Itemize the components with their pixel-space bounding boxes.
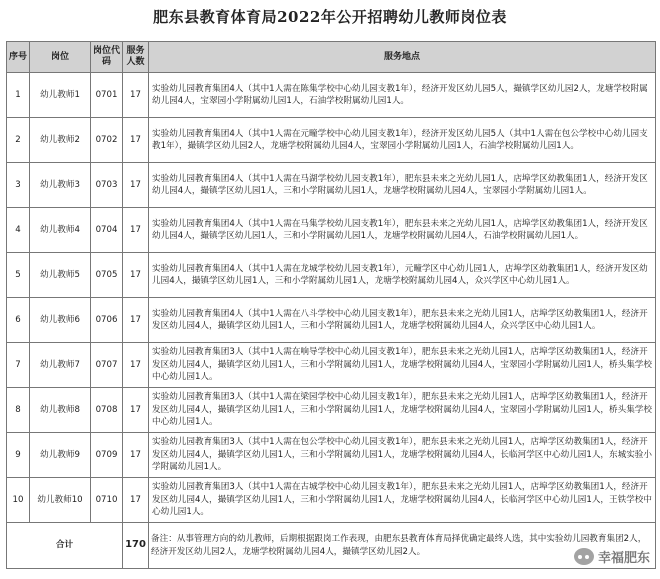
table-row [7, 253, 656, 298]
cell-count: 17 [123, 73, 149, 118]
cell-post: 幼儿教师5 [30, 253, 91, 298]
table-row [7, 118, 656, 163]
cell-location: 实验幼儿园教育集团4人（其中1人需在陈集学校中心幼儿园支教1年），经济开发区幼儿园5人，撮镇学区幼儿园2人，龙塘学校附属幼儿园4人，宝翠园小学附属幼儿园1人，石油学校附属幼儿园1人。 [149, 73, 656, 118]
cell-code: 0708 [91, 388, 123, 433]
cell-code: 0707 [91, 343, 123, 388]
cell-location: 实验幼儿园教育集团3人（其中1人需在包公学校中心幼儿园支教1年），肥东县未来之光幼儿园1人，店埠学区幼教集团1人，经济开发区幼儿园4人，撮镇学区幼儿园1人，三和小学附属幼儿园1人，龙塘学校附属幼儿园4人，长临河学区中心幼儿园1人，东城实验小学附属幼儿园1人。 [149, 433, 656, 478]
table-row [7, 163, 656, 208]
cell-post: 幼儿教师7 [30, 343, 91, 388]
table-row [7, 388, 656, 433]
cell-code: 0710 [91, 478, 123, 523]
cell-count: 17 [123, 253, 149, 298]
cell-count: 17 [123, 208, 149, 253]
table-row [7, 433, 656, 478]
cell-seq: 2 [7, 118, 30, 163]
cell-seq: 6 [7, 298, 30, 343]
cell-count: 17 [123, 388, 149, 433]
cell-post: 幼儿教师9 [30, 433, 91, 478]
cell-location: 实验幼儿园教育集团4人（其中1人需在马集学校幼儿园支教1年），肥东县未来之光幼儿园1人，店埠学区幼教集团1人，经济开发区幼儿园4人，撮镇学区幼儿园1人，三和小学附属幼儿园1人，龙塘学校附属幼儿园4人，石油学校附属幼儿园1人。 [149, 208, 656, 253]
cell-post: 幼儿教师1 [30, 73, 91, 118]
page-title: 肥东县教育体育局2022年公开招聘幼儿教师岗位表 [153, 8, 507, 26]
cell-post: 幼儿教师2 [30, 118, 91, 163]
cell-code: 0701 [91, 73, 123, 118]
cell-location: 实验幼儿园教育集团4人（其中1人需在马湖学校幼儿园支教1年），肥东县未来之光幼儿园1人，店埠学区幼教集团1人，经济开发区幼儿园4人，撮镇学区幼儿园1人，三和小学附属幼儿园1人，龙塘学校附属幼儿园4人，宝翠园小学附属幼儿园1人。 [149, 163, 656, 208]
table-row [7, 298, 656, 343]
cell-count: 17 [123, 478, 149, 523]
table-header-row [7, 42, 656, 73]
cell-seq: 1 [7, 73, 30, 118]
cell-code: 0702 [91, 118, 123, 163]
cell-code: 0703 [91, 163, 123, 208]
remarks-note: 备注：从事管理方向的幼儿教师，后期根据跟岗工作表现，由肥东县教育体育局择优确定最终人选，其中实验幼儿园教育集团2人，经济开发区幼儿园2人，龙塘学校附属幼儿园4人，撮镇学区幼儿园2人。 [149, 523, 656, 569]
cell-count: 17 [123, 298, 149, 343]
cell-post: 幼儿教师3 [30, 163, 91, 208]
cell-code: 0704 [91, 208, 123, 253]
total-count: 170 [123, 523, 149, 569]
cell-post: 幼儿教师6 [30, 298, 91, 343]
table-row [7, 73, 656, 118]
recruitment-table [6, 41, 656, 569]
cell-count: 17 [123, 118, 149, 163]
cell-post: 幼儿教师8 [30, 388, 91, 433]
cell-count: 17 [123, 433, 149, 478]
cell-seq: 3 [7, 163, 30, 208]
cell-seq: 10 [7, 478, 30, 523]
cell-location: 实验幼儿园教育集团4人（其中1人需在元疃学校中心幼儿园支教1年），经济开发区幼儿园5人（其中1人需在包公学校中心幼儿园支教1年），撮镇学区幼儿园2人，龙塘学校附属幼儿园4人，宝翠园小学附属幼儿园1人，石油学校附属幼儿园1人。 [149, 118, 656, 163]
header-location: 服务地点 [149, 42, 656, 73]
cell-seq: 8 [7, 388, 30, 433]
cell-location: 实验幼儿园教育集团4人（其中1人需在八斗学校中心幼儿园支教1年），肥东县未来之光幼儿园1人，店埠学区幼教集团1人，经济开发区幼儿园4人，撮镇学区幼儿园1人，三和小学附属幼儿园1人，龙塘学校附属幼儿园4人，众兴学区中心幼儿园1人。 [149, 298, 656, 343]
cell-location: 实验幼儿园教育集团4人（其中1人需在龙城学校幼儿园支教1年），元疃学区中心幼儿园1人，店埠学区幼教集团1人，经济开发区幼儿园4人，撮镇学区幼儿园1人，三和小学附属幼儿园1人，龙塘学校附属幼儿园4人，众兴学区中心幼儿园1人。 [149, 253, 656, 298]
total-label: 合计 [7, 523, 123, 569]
cell-seq: 7 [7, 343, 30, 388]
header-seq: 序号 [7, 42, 30, 73]
cell-location: 实验幼儿园教育集团3人（其中1人需在响导学校中心幼儿园支教1年），肥东县未来之光幼儿园1人，店埠学区幼教集团1人，经济开发区幼儿园4人，撮镇学区幼儿园1人，三和小学附属幼儿园1人，龙塘学校附属幼儿园4人，宝翠园小学附属幼儿园1人，桥头集学校中心幼儿园1人。 [149, 343, 656, 388]
wechat-icon [574, 548, 594, 565]
table-row [7, 208, 656, 253]
watermark [574, 547, 650, 566]
cell-location: 实验幼儿园教育集团3人（其中1人需在梁园学校中心幼儿园支教1年），肥东县未来之光幼儿园1人，店埠学区幼教集团1人，经济开发区幼儿园4人，撮镇学区幼儿园1人，三和小学附属幼儿园1人，龙塘学校附属幼儿园4人，宝翠园小学附属幼儿园1人，桥头集学校中心幼儿园1人。 [149, 388, 656, 433]
header-code: 岗位代码 [91, 42, 123, 73]
cell-count: 17 [123, 163, 149, 208]
cell-location: 实验幼儿园教育集团3人（其中1人需在古城学校中心幼儿园支教1年），肥东县未来之光幼儿园1人，店埠学区幼教集团1人，经济开发区幼儿园4人，撮镇学区幼儿园1人，三和小学附属幼儿园1人，龙塘学校附属幼儿园4人，长临河学区中心幼儿园1人，王铁学校中心幼儿园1人。 [149, 478, 656, 523]
cell-seq: 4 [7, 208, 30, 253]
header-count: 服务人数 [123, 42, 149, 73]
cell-seq: 9 [7, 433, 30, 478]
table-row [7, 478, 656, 523]
cell-code: 0705 [91, 253, 123, 298]
cell-count: 17 [123, 343, 149, 388]
cell-post: 幼儿教师10 [30, 478, 91, 523]
header-post: 岗位 [30, 42, 91, 73]
cell-seq: 5 [7, 253, 30, 298]
cell-post: 幼儿教师4 [30, 208, 91, 253]
cell-code: 0709 [91, 433, 123, 478]
watermark-text: 幸福肥东 [597, 551, 650, 566]
total-row [7, 523, 656, 569]
table-row [7, 343, 656, 388]
cell-code: 0706 [91, 298, 123, 343]
